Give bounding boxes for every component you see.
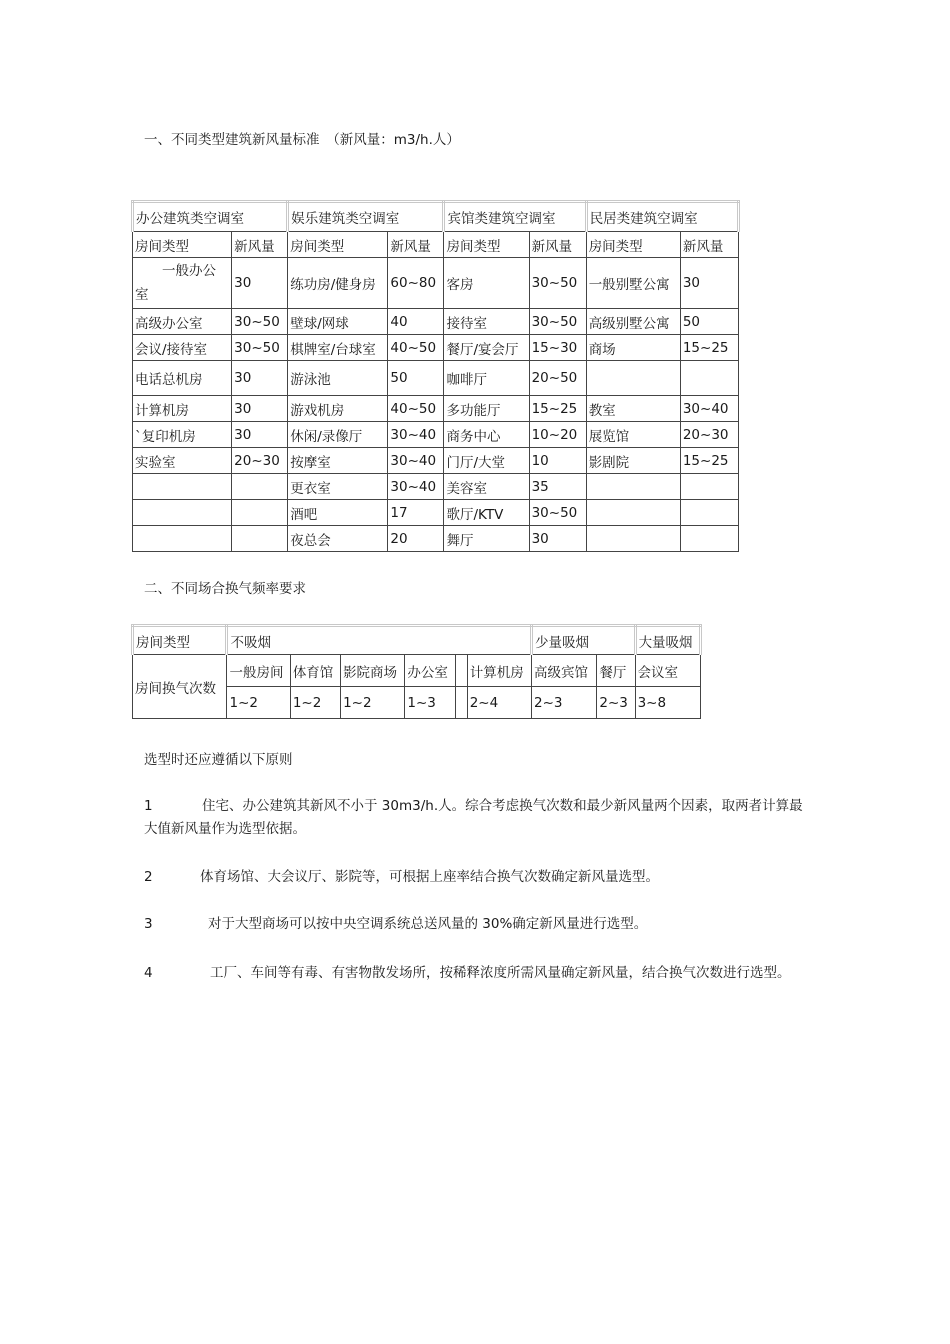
category-hotel: 宾馆类建筑空调室: [444, 202, 586, 232]
table-cell: 50: [680, 309, 738, 335]
header-cell: 新风量: [529, 232, 586, 258]
table-cell: [232, 526, 288, 552]
table-cell: 40~50: [388, 335, 444, 361]
table-cell: 30: [232, 396, 288, 422]
room-type-label: 房间类型: [133, 626, 227, 655]
rate-cell: 1~2: [227, 687, 290, 719]
rate-cell: 3~8: [635, 687, 700, 719]
table-cell: 10~20: [529, 422, 586, 448]
rate-cell: 1~2: [341, 687, 405, 719]
table-cell: [133, 474, 232, 500]
table-cell: [680, 361, 738, 396]
header-cell: 房间类型: [586, 232, 680, 258]
group-row: [133, 626, 701, 655]
table-row: [133, 309, 739, 335]
principle-number: 1: [144, 798, 153, 814]
table-cell: 15~25: [680, 335, 738, 361]
header-cell: 房间类型: [133, 232, 232, 258]
principle-text: 对于大型商场可以按中央空调系统总送风量的 30%确定新风量进行选型。: [208, 916, 648, 932]
table-row: [133, 448, 739, 474]
room-cell: 计算机房: [467, 655, 531, 687]
table-row: [133, 526, 739, 552]
principle-number: 3: [144, 916, 153, 932]
table-cell: 夜总会: [288, 526, 388, 552]
principle-text: 住宅、办公建筑其新风不小于 30m3/h.人。综合考虑换气次数和最少新风量两个因素，取两者计算最大值新风量作为选型依据。: [144, 798, 803, 837]
rate-cell: 2~3: [597, 687, 635, 719]
table-cell: 壁球/网球: [288, 309, 388, 335]
rooms-row: [133, 655, 701, 687]
table-cell: 30~40: [388, 422, 444, 448]
table-cell: 50: [388, 361, 444, 396]
table-cell: 30~50: [232, 335, 288, 361]
header-cell: 新风量: [388, 232, 444, 258]
table-cell: 舞厅: [444, 526, 529, 552]
table-row: [133, 335, 739, 361]
section2-title: 二、不同场合换气频率要求: [144, 581, 306, 597]
table-cell: 高级别墅公寓: [586, 309, 680, 335]
principle-number: 2: [144, 869, 153, 885]
table-row: [133, 422, 739, 448]
table-cell: [680, 500, 738, 526]
table-cell: 40~50: [388, 396, 444, 422]
header-cell: 新风量: [680, 232, 738, 258]
table-cell: 35: [529, 474, 586, 500]
section1-title: 一、不同类型建筑新风量标准 （新风量：m3/h.人）: [144, 132, 460, 148]
table-cell: 餐厅/宴会厅: [444, 335, 529, 361]
table-row: [133, 500, 739, 526]
header-cell: 新风量: [232, 232, 288, 258]
table-cell: 20~30: [232, 448, 288, 474]
table-cell: 展览馆: [586, 422, 680, 448]
table-cell: [680, 526, 738, 552]
principle-text: 工厂、车间等有毒、有害物散发场所，按稀释浓度所需风量确定新风量，结合换气次数进行选型。: [210, 965, 791, 981]
table-cell: 棋牌室/台球室: [288, 335, 388, 361]
table-row: [133, 361, 739, 396]
table-cell: [133, 526, 232, 552]
table-cell: 酒吧: [288, 500, 388, 526]
room-cell: 体育馆: [290, 655, 340, 687]
category-residential: 民居类建筑空调室: [586, 202, 738, 232]
table-cell: 客房: [444, 258, 529, 309]
room-cell: 餐厅: [597, 655, 635, 687]
table-cell: [680, 474, 738, 500]
room-cell: [455, 655, 467, 687]
table-cell: 30~50: [232, 309, 288, 335]
table-cell: 接待室: [444, 309, 529, 335]
table-cell: [133, 500, 232, 526]
table-cell: 15~25: [529, 396, 586, 422]
table-row: [133, 474, 739, 500]
header-cell: 房间类型: [444, 232, 529, 258]
table-cell: 30~40: [388, 474, 444, 500]
table-cell: 15~25: [680, 448, 738, 474]
table-cell: 30~50: [529, 309, 586, 335]
header-row: [133, 232, 739, 258]
table-cell: 20~50: [529, 361, 586, 396]
rate-cell: 1~3: [405, 687, 455, 719]
table-cell: 会议/接待室: [133, 335, 232, 361]
table-cell: 30: [232, 361, 288, 396]
table-cell: 按摩室: [288, 448, 388, 474]
table-cell: 门厅/大堂: [444, 448, 529, 474]
air-change-label: 房间换气次数: [133, 655, 227, 719]
table-cell: 更衣室: [288, 474, 388, 500]
category-row: [133, 202, 739, 232]
table-cell: 多功能厅: [444, 396, 529, 422]
rate-cell: 2~4: [467, 687, 531, 719]
table-cell: [586, 361, 680, 396]
principle-number: 4: [144, 965, 153, 981]
table-cell: 17: [388, 500, 444, 526]
table-cell: [586, 474, 680, 500]
table-cell: 30~40: [388, 448, 444, 474]
table-cell: [232, 500, 288, 526]
table-cell: 30: [232, 422, 288, 448]
table-cell: 电话总机房: [133, 361, 232, 396]
table-cell: 30~50: [529, 500, 586, 526]
table-cell: 一般别墅公寓: [586, 258, 680, 309]
principle-item: [144, 962, 814, 985]
table-cell: 一般办公室: [133, 258, 232, 309]
room-cell: 高级宾馆: [532, 655, 597, 687]
table-cell: 美容室: [444, 474, 529, 500]
category-office: 办公建筑类空调室: [133, 202, 288, 232]
principle-text: 体育场馆、大会议厅、影院等，可根据上座率结合换气次数确定新风量选型。: [200, 869, 659, 885]
table-cell: 20~30: [680, 422, 738, 448]
table-cell: 商务中心: [444, 422, 529, 448]
group-no-smoking: 不吸烟: [227, 626, 532, 655]
table-cell: 教室: [586, 396, 680, 422]
table-cell: 10: [529, 448, 586, 474]
table-cell: 60~80: [388, 258, 444, 309]
principle-item: [144, 795, 814, 841]
table-cell: 40: [388, 309, 444, 335]
table-cell: 歌厅/KTV: [444, 500, 529, 526]
table-cell: 30: [529, 526, 586, 552]
category-entertainment: 娱乐建筑类空调室: [288, 202, 444, 232]
table-cell: [586, 526, 680, 552]
group-heavy-smoking: 大量吸烟: [635, 626, 700, 655]
table-cell: 20: [388, 526, 444, 552]
table-cell: 咖啡厅: [444, 361, 529, 396]
principle-item: [144, 913, 814, 936]
table-cell: 高级办公室: [133, 309, 232, 335]
room-cell: 一般房间: [227, 655, 290, 687]
table-cell: 休闲/录像厅: [288, 422, 388, 448]
rate-cell: 2~3: [532, 687, 597, 719]
group-light-smoking: 少量吸烟: [532, 626, 636, 655]
table-cell: 商场: [586, 335, 680, 361]
rate-cell: 1~2: [290, 687, 340, 719]
table-cell: 练功房/健身房: [288, 258, 388, 309]
header-cell: 房间类型: [288, 232, 388, 258]
table-cell: 30: [680, 258, 738, 309]
air-change-rate-table: [131, 624, 702, 719]
principles-title: 选型时还应遵循以下原则: [144, 752, 293, 768]
table-cell: [586, 500, 680, 526]
table-row: [133, 396, 739, 422]
table-cell: 游戏机房: [288, 396, 388, 422]
table-cell: 游泳池: [288, 361, 388, 396]
table-row: [133, 258, 739, 309]
rate-cell: [455, 687, 467, 719]
table-cell: 15~30: [529, 335, 586, 361]
table-cell: 30: [232, 258, 288, 309]
table-cell: [232, 474, 288, 500]
table-cell: 30~50: [529, 258, 586, 309]
table-cell: 实验室: [133, 448, 232, 474]
room-cell: 会议室: [635, 655, 700, 687]
fresh-air-standard-table: [131, 200, 740, 552]
table-cell: 影剧院: [586, 448, 680, 474]
room-cell: 办公室: [405, 655, 455, 687]
table-cell: `复印机房: [133, 422, 232, 448]
table-cell: 计算机房: [133, 396, 232, 422]
principle-item: [144, 866, 814, 889]
room-cell: 影院商场: [341, 655, 405, 687]
table-cell: 30~40: [680, 396, 738, 422]
